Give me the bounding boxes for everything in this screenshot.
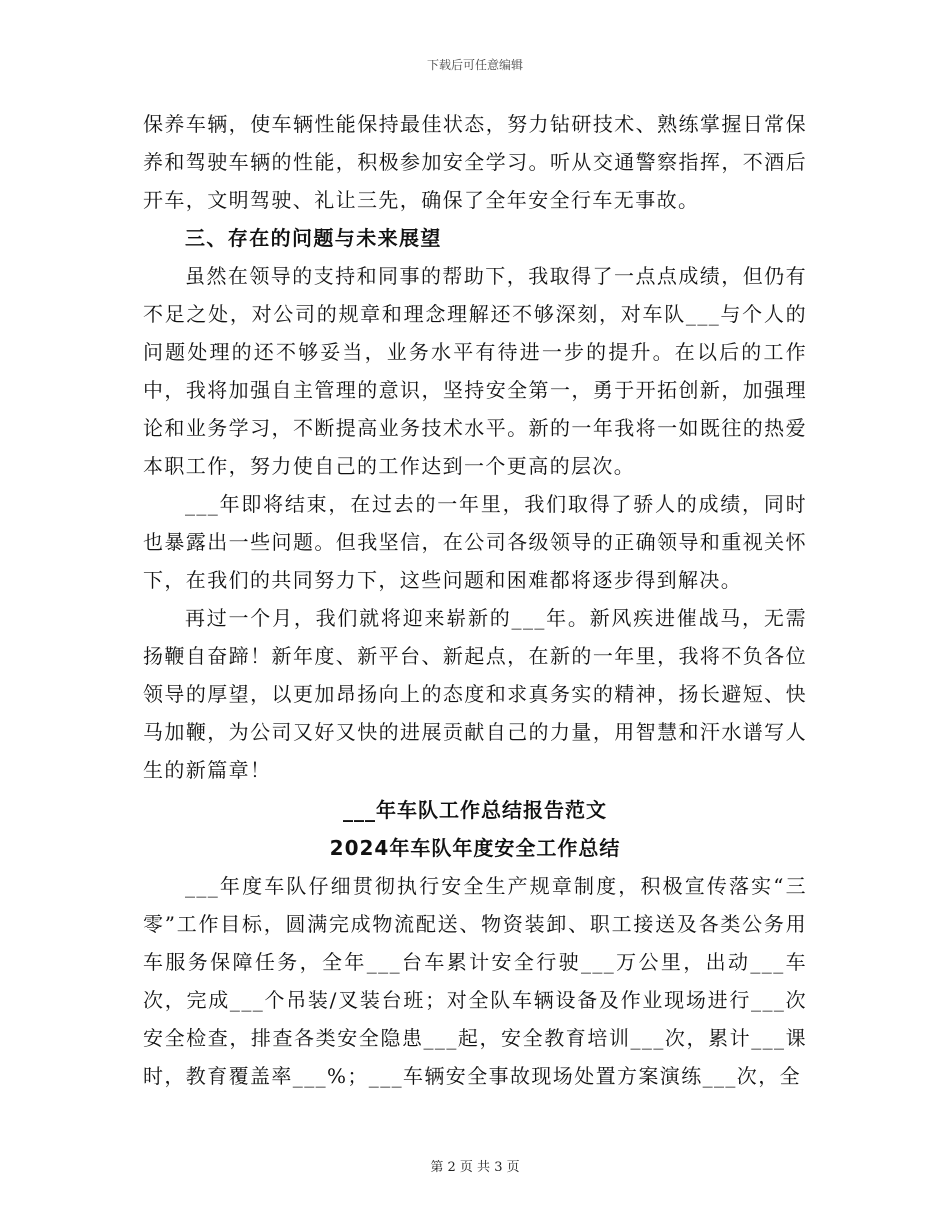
page-number: 第 2 页 共 3 页 xyxy=(430,1160,520,1175)
paragraph-2: 虽然在领导的支持和同事的帮助下，我取得了一点点成绩，但仍有不足之处，对公司的规章和理念理解还不够深刻，对车队___与个人的问题处理的还不够妥当，业务水平有待进一步的提升。在以后的工作中，我将加强自主管理的意识，坚持安全第一，勇于开拓创新，加强理论和业务学习，不断提高业务技术水平。新的一年我将一如既往的热爱本职工作，努力使自己的工作达到一个更高的层次。 xyxy=(143,264,807,478)
section-heading-3: 三、存在的问题与未来展望 xyxy=(185,226,442,250)
document-subtitle: 2024年车队年度安全工作总结 xyxy=(329,836,621,860)
document-body xyxy=(143,105,807,1095)
page-header-note: 下载后可任意编辑 xyxy=(426,58,523,72)
paragraph-1: 保养车辆，使车辆性能保持最佳状态，努力钻研技术、熟练掌握日常保养和驾驶车辆的性能，积极参加安全学习。听从交通警察指挥，不酒后开车，文明驾驶、礼让三先，确保了全年安全行车无事故。 xyxy=(143,112,807,212)
paragraph-5: ___年度车队仔细贯彻执行安全生产规章制度，积极宣传落实“三零”工作目标，圆满完成物流配送、物资装卸、职工接送及各类公务用车服务保障任务，全年___台车累计安全行驶___万公里，出动___车次，完成___个吊装/叉装台班；对全队车辆设备及作业现场进行___次安全检查，排查各类安全隐患___起，安全教育培训___次，累计___课时，教育覆盖率___%；___车辆安全事故现场处置方案演练___次，全 xyxy=(143,874,807,1088)
paragraph-3: ___年即将结束，在过去的一年里，我们取得了骄人的成绩，同时也暴露出一些问题。但我坚信，在公司各级领导的正确领导和重视关怀下，在我们的共同努力下，这些问题和困难都将逐步得到解决。 xyxy=(143,492,807,592)
paragraph-4: 再过一个月，我们就将迎来崭新的___年。新风疾进催战马，无需扬鞭自奋蹄！新年度、新平台、新起点，在新的一年里，我将不负各位领导的厚望，以更加昂扬向上的态度和求真务实的精神，扬长避短、快马加鞭，为公司又好又快的进展贡献自己的力量，用智慧和汗水谱写人生的新篇章！ xyxy=(143,606,807,782)
document-title: ___年车队工作总结报告范文 xyxy=(343,798,607,822)
